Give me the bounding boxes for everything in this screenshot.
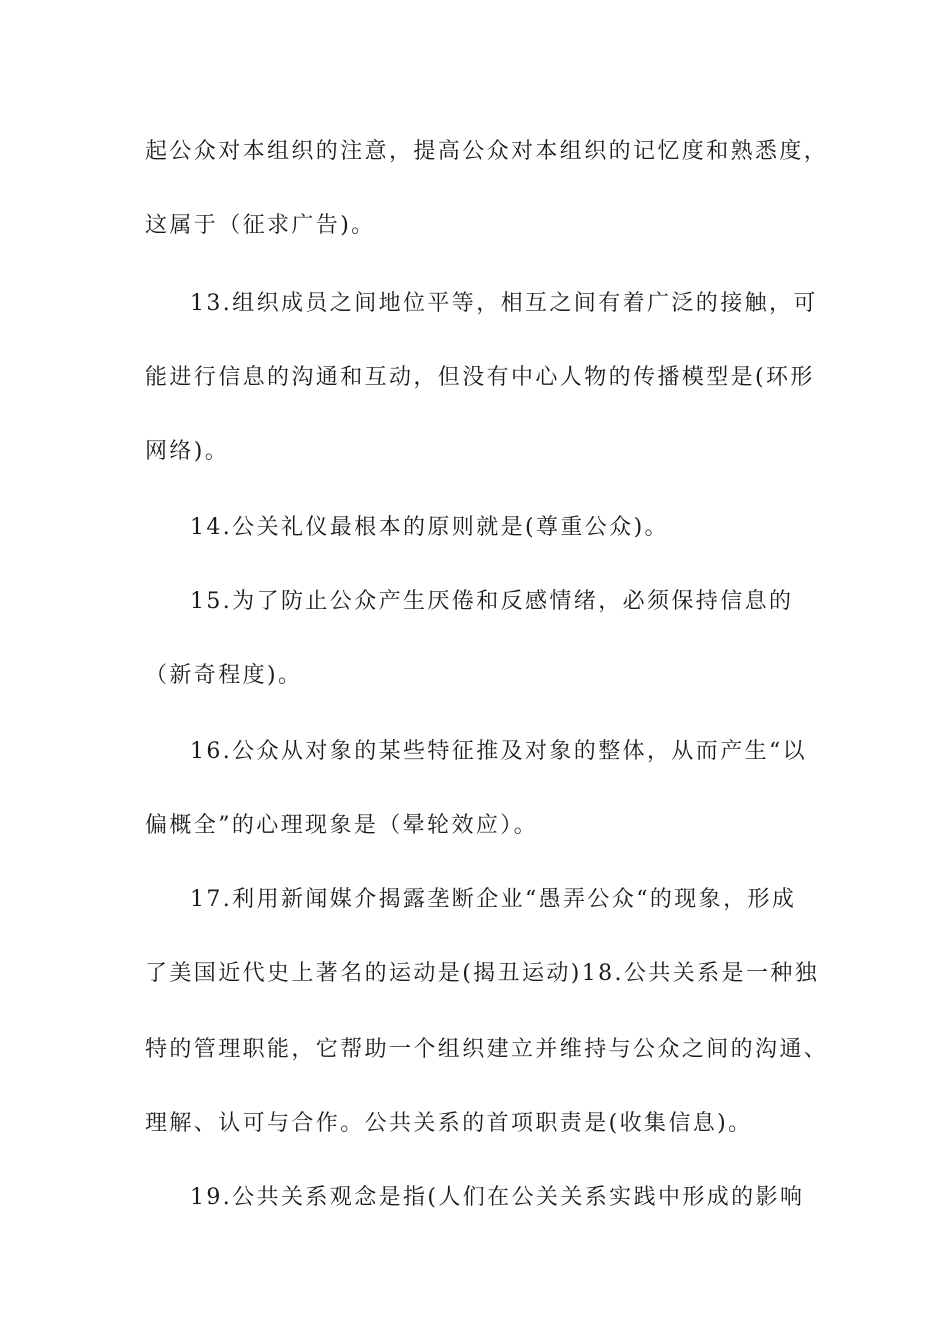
text-line-8: （新奇程度)。: [145, 663, 303, 688]
text-line-11: 17.利用新闻媒介揭露垄断企业“愚弄公众“的现象，形成: [190, 887, 797, 912]
text-line-7: 15.为了防止公众产生厌倦和反感情绪，必须保持信息的: [190, 589, 794, 614]
text-line-14: 理解、认可与合作。公共关系的首项职责是(收集信息)。: [145, 1111, 753, 1136]
text-line-9: 16.公众从对象的某些特征推及对象的整体，从而产生“以: [190, 739, 808, 764]
text-line-15: 19.公共关系观念是指(人们在公关关系实践中形成的影响: [190, 1185, 805, 1210]
text-line-12: 了美国近代史上著名的运动是(揭丑运动)18.公共关系是一种独: [145, 961, 820, 986]
text-line-5: 网络)。: [145, 439, 230, 464]
text-line-10: 偏概全”的心理现象是（晕轮效应）。: [145, 813, 539, 838]
text-line-1: 起公众对本组织的注意，提高公众对本组织的记忆度和熟悉度，: [145, 139, 829, 164]
text-line-13: 特的管理职能，它帮助一个组织建立并维持与公众之间的沟通、: [145, 1037, 829, 1062]
text-line-2: 这属于（征求广告)。: [145, 213, 376, 238]
text-line-3: 13.组织成员之间地位平等，相互之间有着广泛的接触，可: [190, 291, 818, 316]
text-line-6: 14.公关礼仪最根本的原则就是(尊重公众)。: [190, 515, 669, 540]
text-line-4: 能进行信息的沟通和互动，但没有中心人物的传播模型是(环形: [145, 365, 815, 390]
